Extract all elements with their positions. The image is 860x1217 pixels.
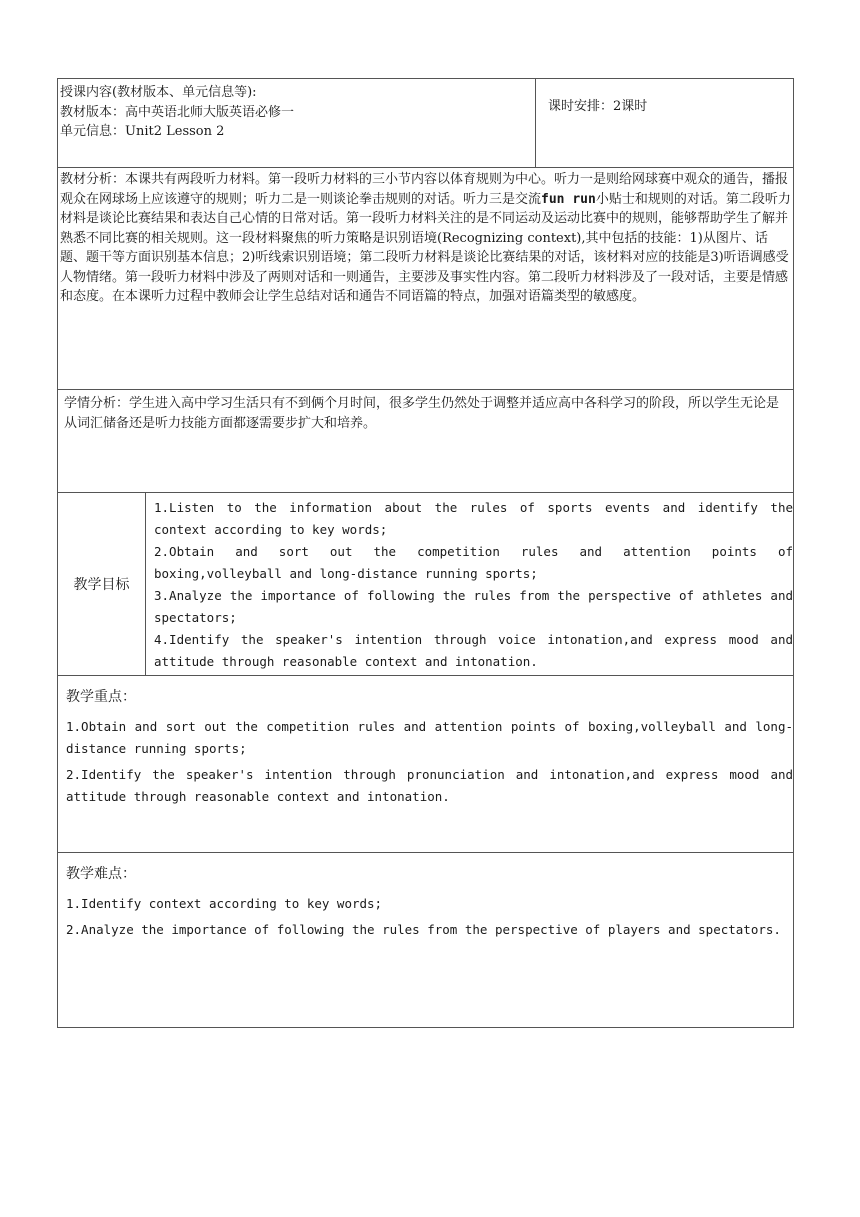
difficulty-item: 1.Identify context according to key words; xyxy=(66,896,383,911)
objective-item: 1.Listen to the information about the rules of sports events and identify the context according to key words; xyxy=(154,500,794,537)
objectives-row xyxy=(58,493,794,676)
key-point-item: 1.Obtain and sort out the competition rules and attention points of boxing,volleyball and long-distance running sports; xyxy=(66,719,794,756)
textbook-analysis-cell xyxy=(58,168,794,390)
lesson-plan-page xyxy=(57,78,793,1028)
key-points-row xyxy=(58,676,794,853)
key-points-heading: 教学重点： xyxy=(66,689,136,705)
difficulties-heading: 教学难点： xyxy=(66,866,136,882)
analysis-text-part1: 教材分析：本课共有两段听力材料。第一段听力材料的三小节内容以体育规则为中心。听力一是则给网球赛中观众的通告，播报观众在网球场上应该遵守的规则；听力二是一则谈论拳击规则的对话。听力三是交流 xyxy=(60,172,789,207)
lesson-plan-table xyxy=(57,78,794,1028)
objective-item: 2.Obtain and sort out the competition rules and attention points of boxing,volleyball and long-distance running sports; xyxy=(154,544,794,581)
course-info-row xyxy=(58,79,794,168)
key-points-cell xyxy=(58,676,794,853)
objective-item: 4.Identify the speaker's intention through voice intonation,and express mood and attitude through reasonable context and intonation. xyxy=(154,632,794,669)
schedule-cell xyxy=(536,79,794,168)
fun-run-term: fun run xyxy=(541,191,596,207)
analysis-text-part2: 小贴士和规则的对话。第二段听力材料是谈论比赛结果和表达自己心情的日常对话。第一段听力材料关注的是不同运动及运动比赛中的规则，能够帮助学生了解并熟悉不同比赛的相关规则。这一段材料聚焦的听力策略是识别语境(Recognizing context),其中包括的技能：1)从图片、话题、题干等方面识别基本信息；2)听线索识别语境；第二段听力材料是谈论比赛结果的对话，该材料对应的技能是3)听语调感受人物情绪。第一段听力材料中涉及了两则对话和一则通告，主要涉及事实性内容。第二段听力材料涉及了一段对话，主要是情感和态度。在本课听力过程中教师会让学生总结对话和通告不同语篇的特点，加强对语篇类型的敏感度。 xyxy=(60,191,791,304)
difficulties-row xyxy=(58,853,794,1028)
course-info-cell xyxy=(58,79,536,168)
textbook-analysis-row xyxy=(58,168,794,390)
objectives-label: 教学目标 xyxy=(73,577,130,593)
objectives-list xyxy=(146,493,794,676)
unit-info: 单元信息：Unit2 Lesson 2 xyxy=(60,124,225,139)
textbook-version: 教材版本：高中英语北师大版英语必修一 xyxy=(60,104,295,120)
difficulties-cell xyxy=(58,853,794,1028)
difficulty-item: 2.Analyze the importance of following the rules from the perspective of players and spectators. xyxy=(66,922,781,937)
learner-analysis-row xyxy=(58,390,794,493)
course-content-label: 授课内容(教材版本、单元信息等): xyxy=(60,85,257,100)
key-point-item: 2.Identify the speaker's intention through pronunciation and intonation,and express mood and attitude through reasonable context and intonation. xyxy=(66,767,794,804)
learner-analysis-cell xyxy=(58,390,794,493)
class-hours: 课时安排：2课时 xyxy=(548,99,648,114)
objectives-label-cell xyxy=(58,493,146,676)
learner-analysis-text: 学情分析：学生进入高中学习生活只有不到俩个月时间，很多学生仍然处于调整并适应高中各科学习的阶段，所以学生无论是从词汇储备还是听力技能方面都逐需要步扩大和培养。 xyxy=(64,396,780,431)
objective-item: 3.Analyze the importance of following the rules from the perspective of athletes and spectators; xyxy=(154,588,794,625)
